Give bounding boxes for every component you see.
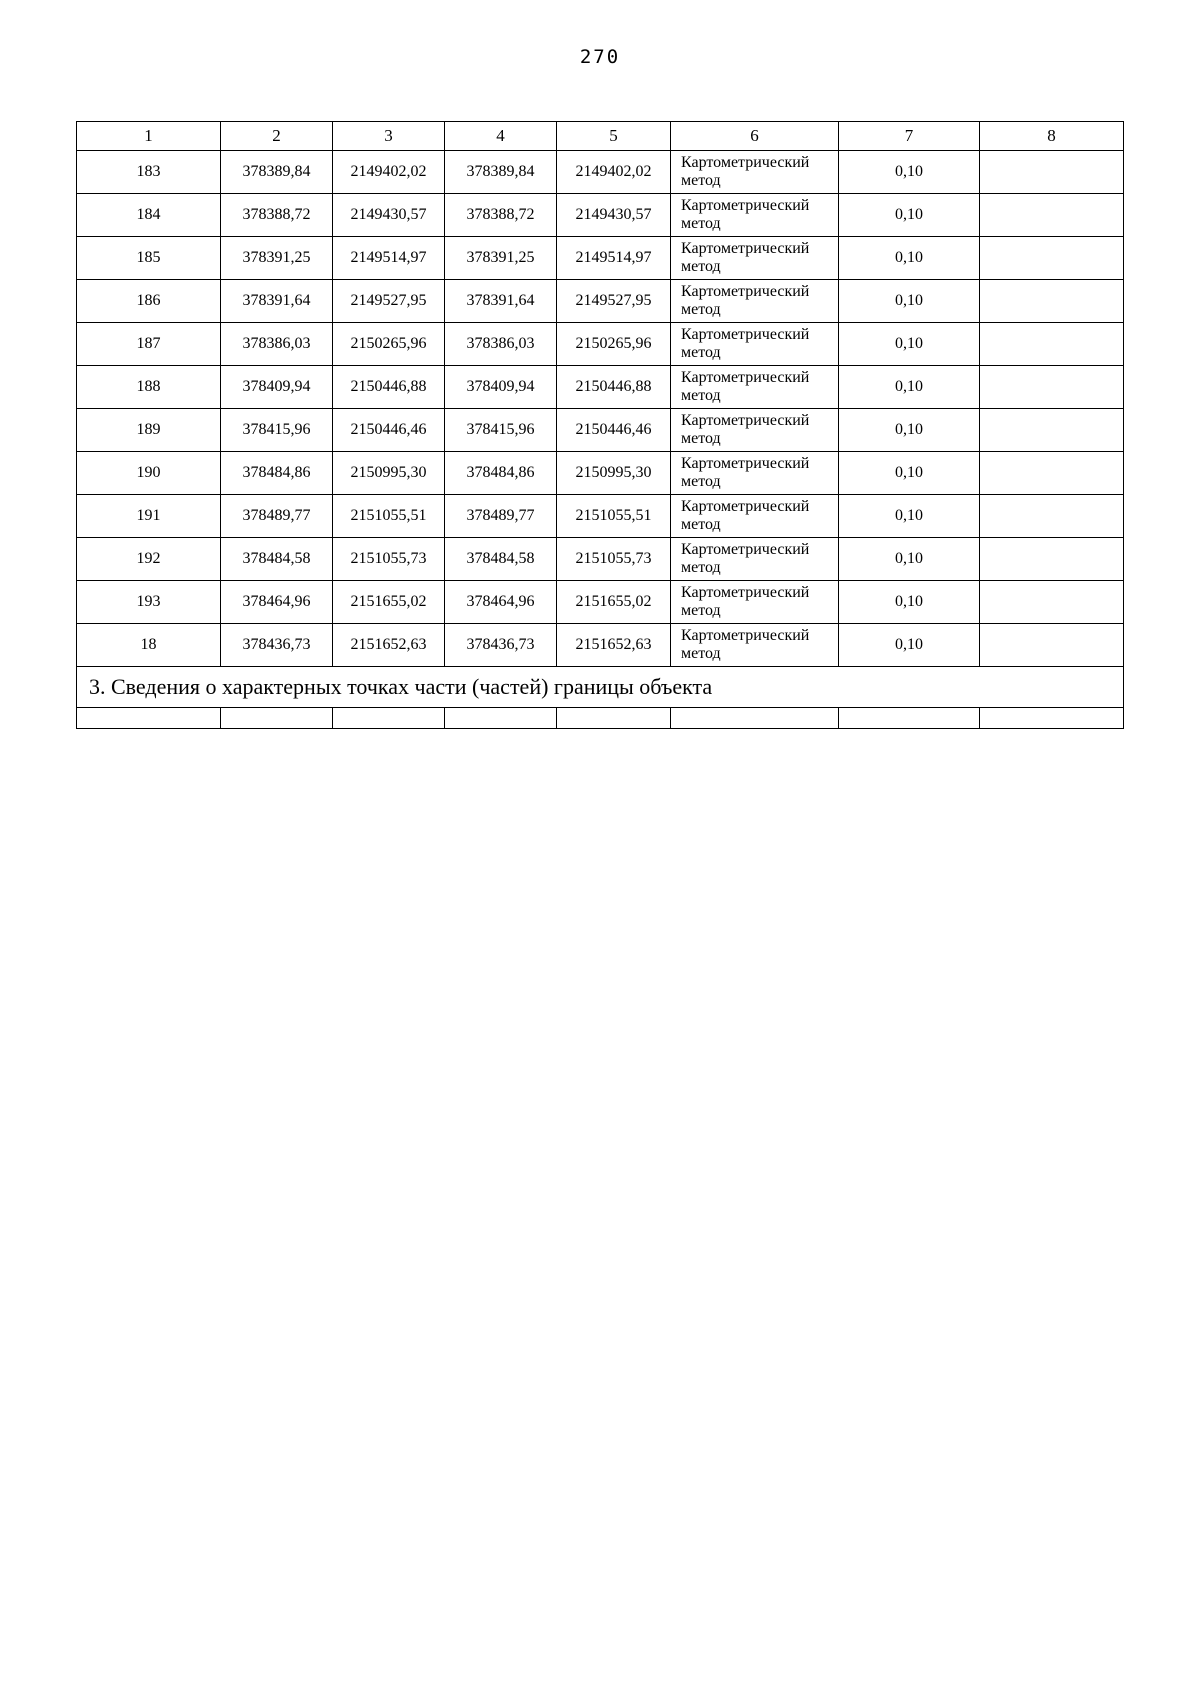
table-row	[77, 323, 1124, 366]
empty-cell	[557, 708, 671, 729]
method-line-1: Картометрический	[681, 498, 810, 515]
table-body	[77, 151, 1124, 729]
accuracy-cell: 0,10	[839, 151, 980, 194]
note-cell	[980, 280, 1124, 323]
column-header-7: 7	[839, 122, 980, 151]
note-cell	[980, 323, 1124, 366]
method-line-1: Картометрический	[681, 369, 810, 386]
accuracy-cell: 0,10	[839, 452, 980, 495]
empty-row	[77, 708, 1124, 729]
method-cell	[671, 452, 839, 495]
table-row	[77, 409, 1124, 452]
note-cell	[980, 581, 1124, 624]
method-line-1: Картометрический	[681, 627, 810, 644]
accuracy-cell: 0,10	[839, 409, 980, 452]
x-coordinate-refined-cell: 378391,25	[445, 237, 557, 280]
point-number-cell: 187	[77, 323, 221, 366]
note-cell	[980, 452, 1124, 495]
empty-cell	[839, 708, 980, 729]
point-number-cell: 191	[77, 495, 221, 538]
y-coordinate-refined-cell: 2149402,02	[557, 151, 671, 194]
column-header-1: 1	[77, 122, 221, 151]
table-row	[77, 495, 1124, 538]
y-coordinate-refined-cell: 2149527,95	[557, 280, 671, 323]
accuracy-cell: 0,10	[839, 237, 980, 280]
method-line-2: метод	[681, 602, 721, 619]
section-row	[77, 667, 1124, 708]
accuracy-cell: 0,10	[839, 280, 980, 323]
x-coordinate-cell: 378388,72	[221, 194, 333, 237]
method-line-1: Картометрический	[681, 240, 810, 257]
accuracy-cell: 0,10	[839, 194, 980, 237]
x-coordinate-cell: 378389,84	[221, 151, 333, 194]
note-cell	[980, 366, 1124, 409]
y-coordinate-cell: 2149402,02	[333, 151, 445, 194]
y-coordinate-cell: 2149430,57	[333, 194, 445, 237]
point-number-cell: 189	[77, 409, 221, 452]
method-line-2: метод	[681, 344, 721, 361]
x-coordinate-cell: 378484,58	[221, 538, 333, 581]
y-coordinate-cell: 2151652,63	[333, 624, 445, 667]
method-line-1: Картометрический	[681, 326, 810, 343]
method-cell	[671, 280, 839, 323]
method-line-1: Картометрический	[681, 412, 810, 429]
x-coordinate-refined-cell: 378415,96	[445, 409, 557, 452]
column-header-6: 6	[671, 122, 839, 151]
method-cell	[671, 581, 839, 624]
x-coordinate-refined-cell: 378409,94	[445, 366, 557, 409]
method-line-2: метод	[681, 516, 721, 533]
note-cell	[980, 194, 1124, 237]
x-coordinate-cell: 378415,96	[221, 409, 333, 452]
method-cell	[671, 151, 839, 194]
method-line-2: метод	[681, 301, 721, 318]
point-number-cell: 192	[77, 538, 221, 581]
method-line-1: Картометрический	[681, 154, 810, 171]
x-coordinate-refined-cell: 378388,72	[445, 194, 557, 237]
table-row	[77, 624, 1124, 667]
method-line-2: метод	[681, 172, 721, 189]
x-coordinate-refined-cell: 378484,58	[445, 538, 557, 581]
empty-cell	[333, 708, 445, 729]
y-coordinate-cell: 2150446,46	[333, 409, 445, 452]
coordinates-table	[76, 121, 1124, 729]
method-line-1: Картометрический	[681, 584, 810, 601]
x-coordinate-cell: 378489,77	[221, 495, 333, 538]
x-coordinate-refined-cell: 378436,73	[445, 624, 557, 667]
note-cell	[980, 624, 1124, 667]
note-cell	[980, 538, 1124, 581]
column-header-3: 3	[333, 122, 445, 151]
x-coordinate-cell: 378409,94	[221, 366, 333, 409]
table-row	[77, 280, 1124, 323]
y-coordinate-refined-cell: 2150446,88	[557, 366, 671, 409]
x-coordinate-cell: 378391,25	[221, 237, 333, 280]
accuracy-cell: 0,10	[839, 624, 980, 667]
accuracy-cell: 0,10	[839, 538, 980, 581]
method-line-2: метод	[681, 258, 721, 275]
x-coordinate-cell: 378436,73	[221, 624, 333, 667]
header-row	[77, 122, 1124, 151]
y-coordinate-cell: 2150265,96	[333, 323, 445, 366]
method-cell	[671, 624, 839, 667]
table-row	[77, 366, 1124, 409]
point-number-cell: 188	[77, 366, 221, 409]
note-cell	[980, 409, 1124, 452]
column-header-5: 5	[557, 122, 671, 151]
y-coordinate-refined-cell: 2151055,73	[557, 538, 671, 581]
method-line-1: Картометрический	[681, 541, 810, 558]
method-line-2: метод	[681, 215, 721, 232]
point-number-cell: 185	[77, 237, 221, 280]
y-coordinate-refined-cell: 2150446,46	[557, 409, 671, 452]
y-coordinate-refined-cell: 2151652,63	[557, 624, 671, 667]
point-number-cell: 18	[77, 624, 221, 667]
note-cell	[980, 495, 1124, 538]
y-coordinate-cell: 2149514,97	[333, 237, 445, 280]
y-coordinate-refined-cell: 2150265,96	[557, 323, 671, 366]
table-row	[77, 452, 1124, 495]
column-header-8: 8	[980, 122, 1124, 151]
y-coordinate-refined-cell: 2151055,51	[557, 495, 671, 538]
x-coordinate-refined-cell: 378464,96	[445, 581, 557, 624]
method-cell	[671, 366, 839, 409]
method-cell	[671, 495, 839, 538]
x-coordinate-refined-cell: 378389,84	[445, 151, 557, 194]
x-coordinate-refined-cell: 378391,64	[445, 280, 557, 323]
method-line-2: метод	[681, 645, 721, 662]
y-coordinate-cell: 2149527,95	[333, 280, 445, 323]
table-row	[77, 581, 1124, 624]
accuracy-cell: 0,10	[839, 323, 980, 366]
method-cell	[671, 409, 839, 452]
y-coordinate-cell: 2150995,30	[333, 452, 445, 495]
table-row	[77, 194, 1124, 237]
method-line-1: Картометрический	[681, 455, 810, 472]
method-line-1: Картометрический	[681, 283, 810, 300]
empty-cell	[445, 708, 557, 729]
method-cell	[671, 194, 839, 237]
note-cell	[980, 151, 1124, 194]
point-number-cell: 183	[77, 151, 221, 194]
method-line-1: Картометрический	[681, 197, 810, 214]
y-coordinate-cell: 2150446,88	[333, 366, 445, 409]
x-coordinate-cell: 378391,64	[221, 280, 333, 323]
y-coordinate-refined-cell: 2151655,02	[557, 581, 671, 624]
empty-cell	[221, 708, 333, 729]
method-line-2: метод	[681, 559, 721, 576]
point-number-cell: 184	[77, 194, 221, 237]
point-number-cell: 190	[77, 452, 221, 495]
y-coordinate-cell: 2151055,73	[333, 538, 445, 581]
table-row	[77, 538, 1124, 581]
y-coordinate-cell: 2151055,51	[333, 495, 445, 538]
y-coordinate-refined-cell: 2149430,57	[557, 194, 671, 237]
accuracy-cell: 0,10	[839, 581, 980, 624]
x-coordinate-refined-cell: 378484,86	[445, 452, 557, 495]
method-line-2: метод	[681, 387, 721, 404]
y-coordinate-cell: 2151655,02	[333, 581, 445, 624]
method-cell	[671, 538, 839, 581]
note-cell	[980, 237, 1124, 280]
method-cell	[671, 237, 839, 280]
empty-cell	[77, 708, 221, 729]
point-number-cell: 186	[77, 280, 221, 323]
x-coordinate-refined-cell: 378489,77	[445, 495, 557, 538]
x-coordinate-cell: 378386,03	[221, 323, 333, 366]
column-header-4: 4	[445, 122, 557, 151]
method-line-2: метод	[681, 473, 721, 490]
empty-cell	[980, 708, 1124, 729]
section-title: 3. Сведения о характерных точках части (частей) границы объекта	[77, 667, 1124, 708]
x-coordinate-refined-cell: 378386,03	[445, 323, 557, 366]
accuracy-cell: 0,10	[839, 495, 980, 538]
y-coordinate-refined-cell: 2149514,97	[557, 237, 671, 280]
column-header-2: 2	[221, 122, 333, 151]
table-row	[77, 237, 1124, 280]
method-cell	[671, 323, 839, 366]
method-line-2: метод	[681, 430, 721, 447]
empty-cell	[671, 708, 839, 729]
point-number-cell: 193	[77, 581, 221, 624]
y-coordinate-refined-cell: 2150995,30	[557, 452, 671, 495]
page-number: 270	[579, 46, 621, 68]
accuracy-cell: 0,10	[839, 366, 980, 409]
table-row	[77, 151, 1124, 194]
x-coordinate-cell: 378484,86	[221, 452, 333, 495]
x-coordinate-cell: 378464,96	[221, 581, 333, 624]
